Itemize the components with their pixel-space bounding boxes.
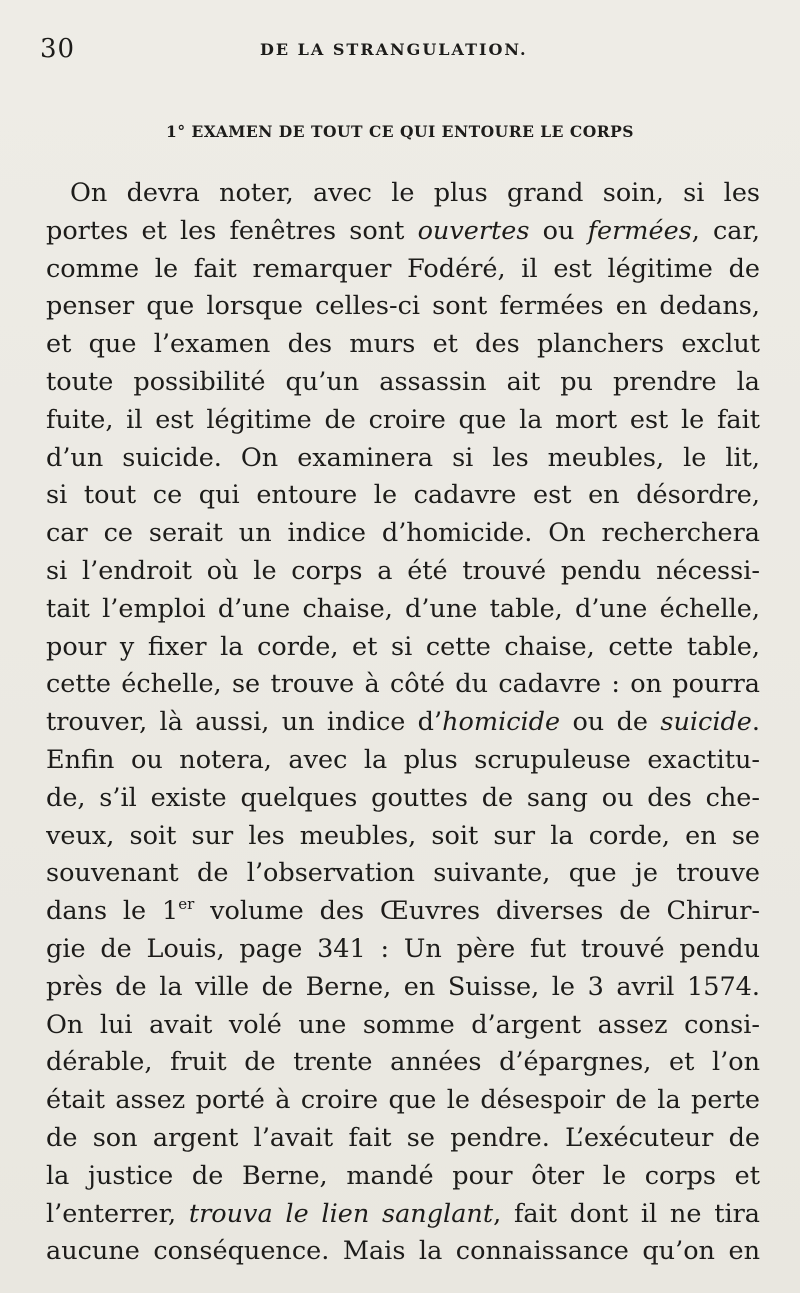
text-line: l’enterrer, trouva le lien sanglant, fait dont il ne tira — [46, 1198, 760, 1229]
text-line: près de la ville de Berne, en Suisse, le 3 avril 1574. — [46, 971, 760, 1002]
italic-word: ouvertes — [417, 215, 530, 246]
text-line: On devra noter, avec le plus grand soin, si les — [70, 178, 760, 208]
text-line: fuite, il est légitime de croire que la mort est le fait — [46, 404, 760, 435]
text-line: si l’endroit où le corps a été trouvé pendu nécessi- — [46, 555, 760, 586]
text-line: trouver, là aussi, un indice d’homicide ou de suicide. — [46, 707, 760, 738]
section-heading: 1° EXAMEN DE TOUT CE QUI ENTOURE LE CORPS — [166, 122, 634, 141]
text-line: dans le 1er volume des Œuvres diverses de Chirur- — [46, 895, 760, 927]
text-line: pour y fixer la corde, et si cette chaise, cette table, — [46, 631, 760, 662]
text-line: d’un suicide. On examinera si les meubles, le lit, — [46, 442, 760, 473]
body-text — [46, 175, 760, 1271]
page-number: 30 — [40, 34, 76, 64]
text-line: souvenant de l’observation suivante, que je trouve — [46, 858, 760, 889]
text-line: dérable, fruit de trente années d’épargnes, et l’on — [46, 1047, 760, 1078]
running-head — [40, 34, 760, 64]
italic-word: homicide — [442, 707, 561, 738]
text-line: comme le fait remarquer Fodéré, il est légitime de — [46, 253, 760, 284]
text-line: veux, soit sur les meubles, soit sur la corde, en se — [46, 820, 760, 851]
text-line: la justice de Berne, mandé pour ôter le corps et — [46, 1160, 760, 1191]
text-line: car ce serait un indice d’homicide. On recherchera — [46, 518, 760, 549]
text-line: portes et les fenêtres sont ouvertes ou fermées, car, — [46, 215, 760, 246]
text-line: de son argent l’avait fait se pendre. L’exécuteur de — [46, 1122, 760, 1153]
text-line: de, s’il existe quelques gouttes de sang ou des che- — [46, 782, 760, 813]
text-line: On lui avait volé une somme d’argent assez consi- — [46, 1009, 760, 1040]
italic-word: trouva le lien sanglant — [188, 1198, 494, 1229]
superscript: er — [178, 895, 195, 914]
text-line: si tout ce qui entoure le cadavre est en désordre, — [46, 480, 760, 511]
text-line: toute possibilité qu’un assassin ait pu prendre la — [46, 366, 760, 397]
italic-word: suicide — [660, 707, 752, 738]
italic-word: fermées — [587, 215, 692, 246]
text-line: tait l’emploi d’une chaise, d’une table, d’une échelle, — [46, 593, 760, 624]
text-line: gie de Louis, page 341 : Un père fut trouvé pendu — [46, 933, 760, 964]
text-line: était assez porté à croire que le désespoir de la perte — [46, 1085, 760, 1116]
text-line: et que l’examen des murs et des planchers exclut — [46, 329, 760, 360]
text-line: cette échelle, se trouve à côté du cadavre : on pourra — [46, 669, 760, 700]
running-title: DE LA STRANGULATION. — [260, 40, 528, 59]
text-line: aucune conséquence. Mais la connaissance qu’on en — [46, 1236, 760, 1267]
text-line: penser que lorsque celles-ci sont fermées en dedans, — [46, 291, 760, 322]
text-line: Enfin ou notera, avec la plus scrupuleuse exactitu- — [46, 744, 760, 775]
